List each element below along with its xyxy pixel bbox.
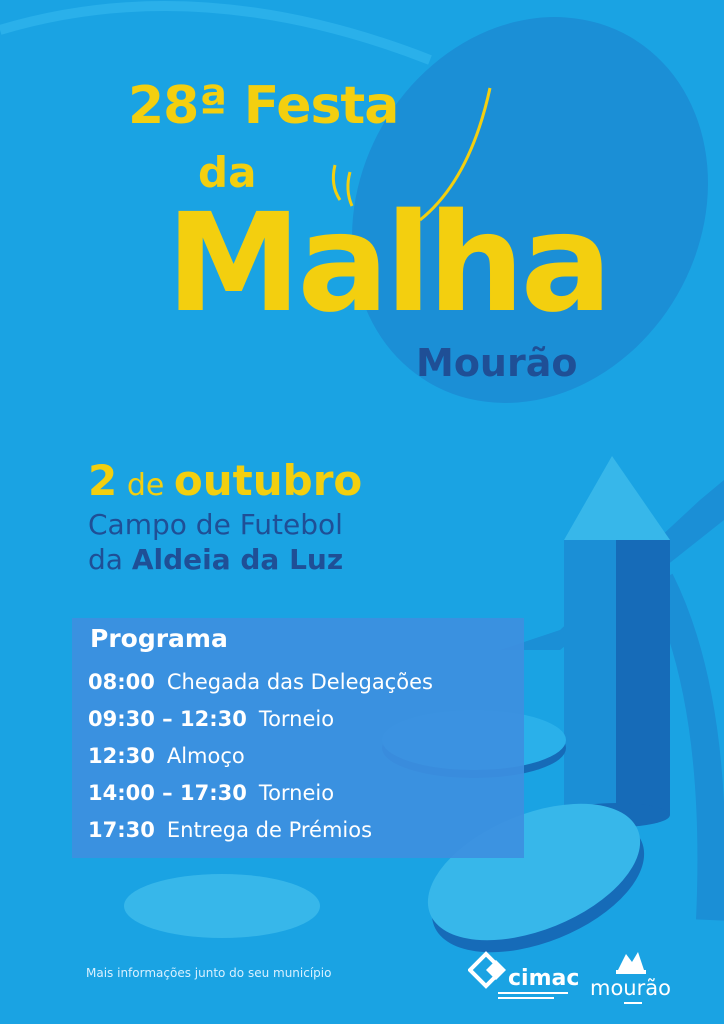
stake-top	[564, 456, 670, 540]
cimac-logo-text: cimac	[508, 966, 580, 991]
stake-right	[616, 540, 670, 815]
event-month: outubro	[173, 456, 363, 505]
program-time: 12:30	[88, 744, 155, 768]
disc-small	[124, 874, 320, 938]
title-place: Mourão	[416, 341, 578, 385]
title-connector: da	[198, 148, 257, 197]
program-item	[88, 738, 433, 775]
footer-info: Mais informações junto do seu município	[86, 966, 332, 980]
program-activity: Almoço	[166, 744, 245, 768]
event-date	[88, 456, 363, 505]
program-item	[88, 812, 433, 849]
program-activity: Torneio	[258, 781, 335, 805]
event-day: 2	[88, 456, 118, 505]
mourao-logo-text: mourão	[590, 976, 671, 1000]
program-item	[88, 701, 433, 738]
title-main: Malha	[166, 185, 609, 343]
event-location-line1: Campo de Futebol	[88, 508, 343, 541]
program-activity: Chegada das Delegações	[166, 670, 433, 694]
program-list	[88, 664, 433, 849]
program-time: 09:30 – 12:30	[88, 707, 247, 731]
program-heading: Programa	[90, 624, 228, 653]
program-time: 17:30	[88, 818, 155, 842]
program-activity: Entrega de Prémios	[166, 818, 373, 842]
top-arc	[0, 6, 430, 60]
event-location-bold: Aldeia da Luz	[131, 543, 344, 576]
program-item	[88, 775, 433, 812]
title-edition: 28ª Festa	[128, 76, 399, 136]
event-location-prefix: da	[88, 543, 123, 576]
program-activity: Torneio	[258, 707, 335, 731]
program-time: 14:00 – 17:30	[88, 781, 247, 805]
event-location-line2	[88, 543, 343, 577]
program-item	[88, 664, 433, 701]
stake-left	[564, 540, 616, 815]
event-de: de	[126, 468, 165, 503]
program-time: 08:00	[88, 670, 155, 694]
